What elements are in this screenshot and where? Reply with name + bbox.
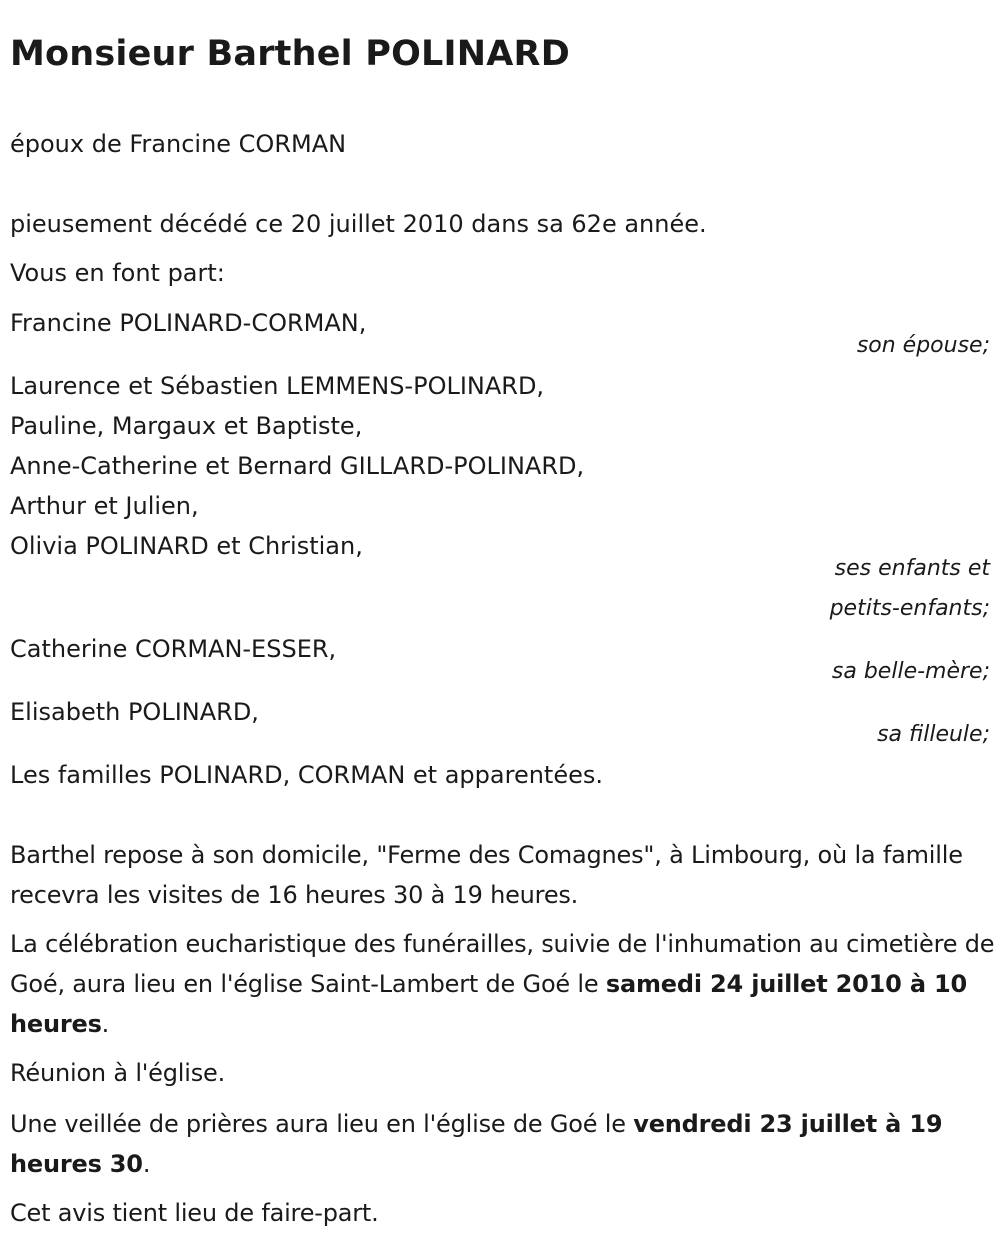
families-line: Les familles POLINARD, CORMAN et apparentées.: [10, 761, 603, 789]
children-role-line-1: ses enfants et: [834, 556, 990, 581]
reunion-line: Réunion à l'église.: [10, 1059, 226, 1087]
child-line: Olivia POLINARD et Christian,: [10, 532, 363, 560]
mother-in-law-name: Catherine CORMAN-ESSER,: [10, 635, 337, 663]
celebration-date: samedi 24 juillet 2010 à 10 heures: [10, 970, 967, 1038]
vigil-text: Une veillée de prières aura lieu en l'église de Goé le: [10, 1110, 634, 1138]
children-role-line-2: petits-enfants;: [829, 596, 990, 621]
child-line: Arthur et Julien,: [10, 492, 199, 520]
death-line: pieusement décédé ce 20 juillet 2010 dans sa 62e année.: [10, 210, 707, 238]
vigil-end: .: [142, 1150, 151, 1178]
wife-name: Francine POLINARD-CORMAN,: [10, 309, 367, 337]
mother-in-law-role: sa belle-mère;: [831, 659, 990, 684]
child-line: Pauline, Margaux et Baptiste,: [10, 412, 363, 440]
goddaughter-role: sa filleule;: [877, 722, 990, 747]
wife-role: son épouse;: [856, 333, 990, 358]
celebration-paragraph: [10, 924, 995, 1044]
child-line: Laurence et Sébastien LEMMENS-POLINARD,: [10, 372, 545, 400]
vigil-paragraph: [10, 1104, 995, 1184]
celebration-end: .: [101, 1010, 110, 1038]
spouse-line: époux de Francine CORMAN: [10, 130, 347, 158]
child-line: Anne-Catherine et Bernard GILLARD-POLINARD,: [10, 452, 585, 480]
vigil-date: vendredi 23 juillet à 19 heures 30: [10, 1110, 943, 1178]
announce-line: Vous en font part:: [10, 259, 225, 287]
closing-line: Cet avis tient lieu de faire-part.: [10, 1199, 379, 1227]
celebration-text: La célébration eucharistique des funérailles, suivie de l'inhumation au cimetière de Goé, aura lieu en l'église Saint-Lambert de Goé le: [10, 930, 995, 998]
repose-paragraph: Barthel repose à son domicile, "Ferme des Comagnes", à Limbourg, où la famille recevra les visites de 16 heures 30 à 19 heures.: [10, 841, 963, 909]
deceased-name-title: Monsieur Barthel POLINARD: [10, 34, 570, 74]
goddaughter-name: Elisabeth POLINARD,: [10, 698, 259, 726]
